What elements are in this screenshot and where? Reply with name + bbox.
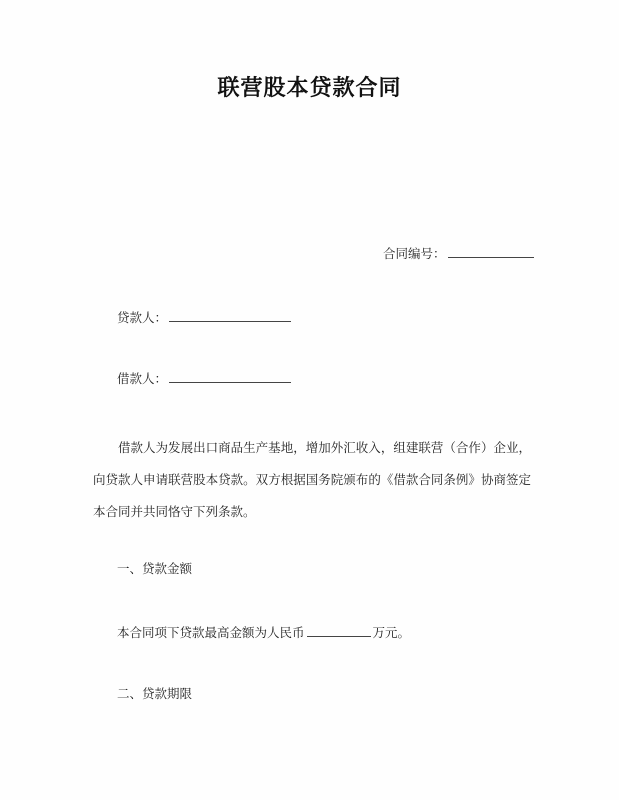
lender-label: 贷款人： [117,310,168,325]
document-title: 联营股本贷款合同 [217,76,402,101]
section-1-body [117,624,410,642]
borrower-label: 借款人： [117,371,168,386]
loan-amount-blank[interactable] [307,624,371,637]
section-1-body-suffix: 万元。 [372,625,411,640]
contract-number-blank[interactable] [448,245,534,258]
preamble-paragraph [93,432,531,528]
contract-number-label: 合同编号： [383,246,446,261]
lender-row [117,309,291,327]
lender-blank[interactable] [169,309,291,322]
section-2-heading: 二、贷款期限 [117,686,193,701]
contract-number-row [383,245,534,263]
borrower-row [117,370,291,388]
preamble-text: 借款人为发展出口商品生产基地，增加外汇收入，组建联营（合作）企业，向贷款人申请联营股本贷款。双方根据国务院颁布的《借款合同条例》协商签定本合同并共同恪守下列条款。 [93,440,531,519]
section-1-heading: 一、贷款金额 [117,561,193,576]
borrower-blank[interactable] [169,370,291,383]
section-1-body-prefix: 本合同项下贷款最高金额为人民币 [117,625,305,640]
